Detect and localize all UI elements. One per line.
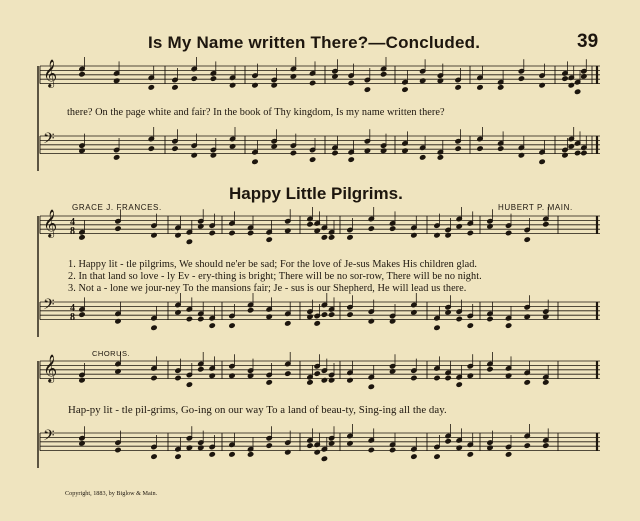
note-head bbox=[151, 454, 157, 459]
note-head bbox=[487, 367, 493, 372]
note-head bbox=[285, 371, 291, 376]
note-head bbox=[456, 316, 462, 321]
note-head bbox=[390, 226, 396, 231]
note-head bbox=[575, 150, 581, 155]
note-head bbox=[543, 380, 549, 385]
note-head bbox=[198, 316, 204, 321]
note-head bbox=[148, 85, 154, 90]
time-signature-top: 4 bbox=[70, 303, 75, 314]
note-head bbox=[506, 323, 512, 328]
note-head bbox=[314, 371, 320, 376]
note-head bbox=[543, 222, 549, 227]
note-head bbox=[186, 316, 192, 321]
note-head bbox=[290, 150, 296, 155]
note-head bbox=[477, 85, 483, 90]
note-head bbox=[79, 72, 85, 77]
note-head bbox=[390, 447, 396, 452]
note-head bbox=[445, 439, 451, 444]
treble-clef-icon: 𝄞 bbox=[43, 354, 58, 382]
note-head bbox=[467, 452, 473, 457]
chorus-lyric: Hap-py lit - tle pil-grims, Go-ing on our way To a land of beau-ty, Sing-ing all the day. bbox=[68, 404, 447, 416]
note-head bbox=[543, 443, 549, 448]
note-head bbox=[307, 380, 313, 385]
composer-credit: HUBERT P. MAIN. bbox=[498, 203, 573, 212]
author-credit: GRACE J. FRANCES. bbox=[72, 203, 162, 212]
note-head bbox=[307, 222, 313, 227]
note-head bbox=[498, 85, 504, 90]
note-head bbox=[151, 325, 157, 330]
time-signature-top: 4 bbox=[70, 217, 75, 228]
note-head bbox=[368, 447, 374, 452]
note-head bbox=[581, 150, 587, 155]
note-head bbox=[307, 443, 313, 448]
note-head bbox=[518, 76, 524, 81]
note-head bbox=[455, 85, 461, 90]
note-head bbox=[186, 239, 192, 244]
note-head bbox=[191, 76, 197, 81]
note-head bbox=[314, 321, 320, 326]
note-head bbox=[310, 80, 316, 85]
note-head bbox=[329, 235, 335, 240]
note-head bbox=[198, 367, 204, 372]
note-head bbox=[368, 226, 374, 231]
note-head bbox=[148, 146, 154, 151]
note-head bbox=[455, 146, 461, 151]
verse-line-1: 1. Happy lit - tle pilgrims, We should ne'er be sad; For the love of Je-sus Makes His children glad. bbox=[68, 259, 478, 270]
note-head bbox=[229, 230, 235, 235]
note-head bbox=[467, 230, 473, 235]
chorus-label: CHORUS. bbox=[92, 349, 131, 358]
bass-clef-icon: 𝄢 bbox=[43, 130, 55, 151]
note-head bbox=[487, 316, 493, 321]
bass-clef-icon: 𝄢 bbox=[43, 296, 55, 317]
note-head bbox=[420, 155, 426, 160]
note-head bbox=[175, 454, 181, 459]
note-head bbox=[310, 157, 316, 162]
bass-clef-icon: 𝄢 bbox=[43, 427, 55, 448]
note-head bbox=[524, 237, 530, 242]
note-head bbox=[209, 452, 215, 457]
note-head bbox=[381, 72, 387, 77]
note-head bbox=[248, 452, 254, 457]
note-head bbox=[266, 237, 272, 242]
note-head bbox=[434, 375, 440, 380]
note-head bbox=[186, 382, 192, 387]
note-head bbox=[506, 452, 512, 457]
note-head bbox=[368, 384, 374, 389]
note-head bbox=[151, 375, 157, 380]
note-head bbox=[321, 235, 327, 240]
note-head bbox=[411, 454, 417, 459]
hymn-title: Happy Little Pilgrims. bbox=[229, 184, 403, 203]
note-head bbox=[252, 159, 258, 164]
running-title: Is My Name written There?—Concluded. bbox=[148, 33, 481, 52]
note-head bbox=[115, 226, 121, 231]
note-head bbox=[79, 235, 85, 240]
verse-line-3: 3. Not a - lone we jour-ney To the mansions fair; Je - sus is our Shepherd, He will lead us there. bbox=[68, 283, 467, 294]
note-head bbox=[210, 76, 216, 81]
note-head bbox=[477, 146, 483, 151]
note-head bbox=[229, 452, 235, 457]
note-head bbox=[115, 447, 121, 452]
page-number: 39 bbox=[577, 31, 599, 52]
note-head bbox=[248, 308, 254, 313]
note-head bbox=[445, 375, 451, 380]
note-head bbox=[321, 312, 327, 317]
note-head bbox=[79, 312, 85, 317]
note-head bbox=[437, 155, 443, 160]
note-head bbox=[229, 323, 235, 328]
note-head bbox=[467, 323, 473, 328]
note-head bbox=[172, 146, 178, 151]
note-head bbox=[248, 230, 254, 235]
note-head bbox=[347, 235, 353, 240]
note-head bbox=[209, 230, 215, 235]
top-system-lyric: there? On the page white and fair? In the book of Thy kingdom, Is my name written there? bbox=[67, 107, 445, 118]
note-head bbox=[524, 443, 530, 448]
note-head bbox=[434, 454, 440, 459]
treble-clef-icon: 𝄞 bbox=[43, 209, 58, 237]
note-head bbox=[364, 87, 370, 92]
treble-clef-icon: 𝄞 bbox=[43, 59, 58, 87]
note-head bbox=[348, 157, 354, 162]
verse-line-2: 2. In that land so love - ly Ev - ery-thing is bright; There will be no sor-row, There will be no night. bbox=[68, 271, 482, 282]
note-head bbox=[347, 312, 353, 317]
copyright-notice: Copyright, 1883, by Biglow & Main. bbox=[65, 490, 158, 497]
note-head bbox=[498, 146, 504, 151]
time-signature-bottom: 8 bbox=[70, 312, 75, 323]
note-head bbox=[329, 312, 335, 317]
note-head bbox=[266, 443, 272, 448]
note-head bbox=[285, 321, 291, 326]
note-head bbox=[114, 155, 120, 160]
note-head bbox=[524, 380, 530, 385]
note-head bbox=[434, 325, 440, 330]
note-head bbox=[209, 323, 215, 328]
note-head bbox=[575, 89, 581, 94]
note-head bbox=[321, 456, 327, 461]
note-head bbox=[348, 80, 354, 85]
note-head bbox=[266, 380, 272, 385]
note-head bbox=[332, 150, 338, 155]
note-head bbox=[562, 76, 568, 81]
note-head bbox=[402, 87, 408, 92]
note-head bbox=[175, 375, 181, 380]
note-head bbox=[172, 85, 178, 90]
note-head bbox=[411, 375, 417, 380]
note-head bbox=[506, 230, 512, 235]
note-head bbox=[456, 382, 462, 387]
note-head bbox=[539, 159, 545, 164]
time-signature-bottom: 8 bbox=[70, 226, 75, 237]
